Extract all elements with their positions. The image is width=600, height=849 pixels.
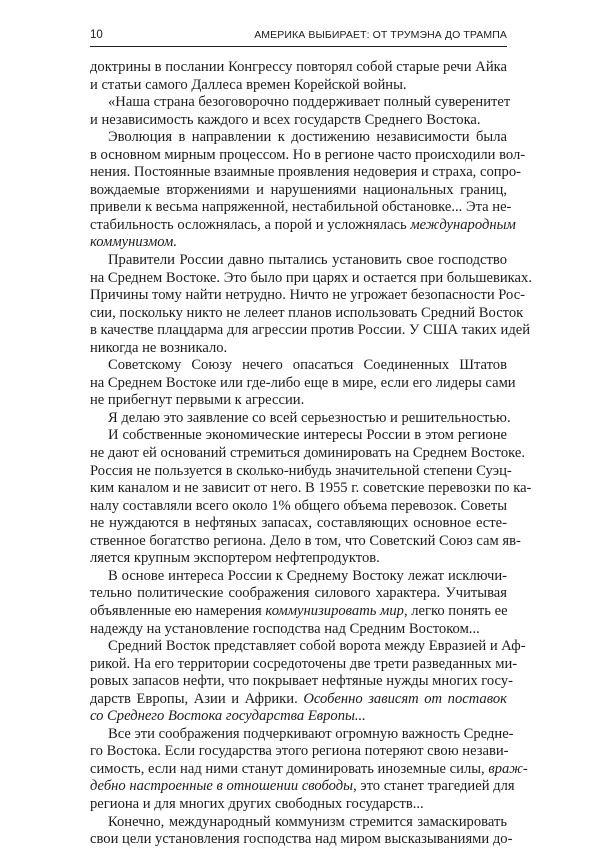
text-line: Эволюция в направлении к достижению независимости была [108,129,507,146]
text-line: не прибегнут первыми к агрессии. [90,392,305,409]
text-line: надежду на установление господства над Средним Востоком... [90,620,480,637]
text-line: не дают ей оснований стремиться доминировать на Среднем Востоке. [90,445,525,462]
text-line: Средний Восток представляет собой ворота между Евразией и Аф- [108,638,526,655]
text-line: Правители России давно пытались установить свое господство [108,252,507,269]
text-line: В основе интереса России к Среднему Востоку лежат исключи- [108,567,507,584]
text-line: в качестве плацдарма для агрессии против России. У США таких идей [90,322,531,339]
page-number: 10 [90,29,103,41]
text-line: не нуждаются в нефтяных запасах, составляющих основное есте- [90,515,507,532]
text-line: привели к весьма напряженной, нестабильной обстановке... Эта не- [90,199,512,216]
text-line: дарств Европы, Азии и Африки. Особенно зависят от поставок [90,690,507,707]
text-line: Конечно, международный коммунизм стремится замаскировать [108,813,507,830]
text-line: ким каналом и не зависит от него. В 1955 г. советские перевозки по ка- [90,480,532,497]
text-line: сии, поскольку никто не лелеет планов использовать Средний Восток [90,304,524,321]
text-line: Советскому Союзу нечего опасаться Соединенных Штатов [108,357,507,374]
text-line: со Среднего Востока государства Европы... [90,708,366,725]
text-line: ровых запасов нефти, что покрывает нефтяные нужды многих госу- [90,673,513,690]
text-line: «Наша страна безоговорочно поддерживает полный суверенитет [108,94,511,111]
text-line: налу составляли всего около 1% общего объема перевозок. Советы [90,497,507,514]
body-text [90,59,532,849]
running-head [90,28,507,47]
text-line: вождаемые вторжениями и нарушениями национальных границ, [90,181,507,198]
text-line: Причины тому найти нетрудно. Ничто не угрожает безопасности Рос- [90,287,526,304]
text-line: дебно настроенные в отношении свободы, это станет трагедией для [90,778,515,795]
text-line: объявленные ею намерения коммунизировать мир, легко понять ее [90,602,508,619]
text-line: ственное богатство региона. Дело в том, что Советский Союз сам яв- [90,532,521,549]
text-line: Я делаю это заявление со всей серьезностью и решительностью. [108,409,511,426]
text-line: го Востока. Если государства этого региона потеряют свою незави- [90,743,509,760]
text-line: на Среднем Востоке. Это было при царях и остается при большевиках. [90,269,532,286]
text-line: ляется крупным экспортером нефтепродуктов. [90,550,380,567]
text-line: стабильность осложнялась, а порой и усложнялась международным [90,216,516,233]
text-line: доктрины в послании Конгрессу повторял собой старые речи Айка [90,59,507,75]
text-line: Все эти соображения подчеркивают огромную важность Средне- [108,725,514,742]
text-line: симость, если над ними станут доминировать иноземные силы, враж- [90,760,528,777]
text-line: коммунизмом. [90,234,177,251]
text-line: нения. Постоянные взаимные проявления недоверия и страха, сопро- [90,164,522,181]
text-line: никогда не возникало. [90,339,228,356]
text-line: свои цели установления господства над миром высказываниями до- [90,831,513,848]
text-line: и статьи самого Даллеса времен Корейской войны. [90,76,407,93]
text-line: тельно политические соображения силового характера. Учитывая [90,585,507,602]
text-line: на Среднем Востоке или где-либо еще в мире, если его лидеры сами [90,374,516,391]
book-title: АМЕРИКА ВЫБИРАЕТ: ОТ ТРУМЭНА ДО ТРАМПА [254,29,507,41]
text-line: Россия не пользуется в сколько-нибудь значительной степени Суэц- [90,462,512,479]
text-line: И собственные экономические интересы России в этом регионе [108,427,507,444]
text-line: региона и для многих других свободных государств... [90,795,424,812]
text-line: и независимость каждого и всех государств Среднего Востока. [90,111,481,128]
text-line: в основном мирным процессом. Но в регионе часто происходили вол- [90,146,526,163]
text-line: рикой. На его территории сосредоточены две трети разведанных ми- [90,655,518,672]
